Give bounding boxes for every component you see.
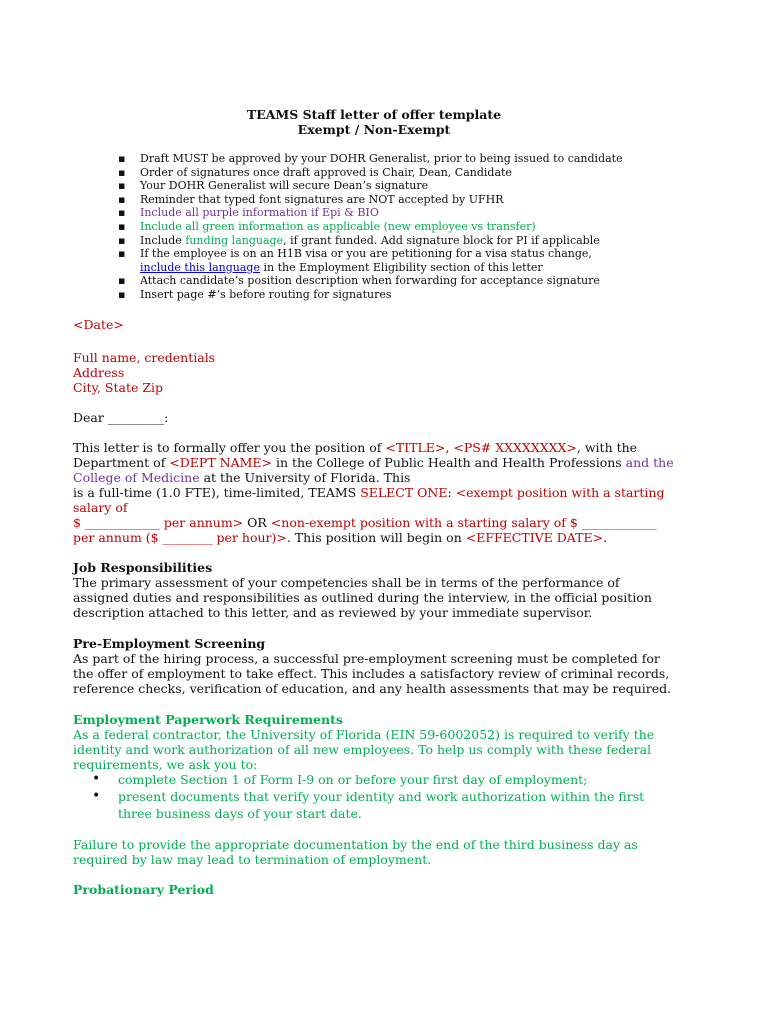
title-placeholder: <TITLE> — [385, 440, 446, 455]
paperwork-section — [73, 712, 713, 772]
section-heading: Employment Paperwork Requirements — [73, 712, 343, 727]
job-responsibilities-section — [73, 560, 713, 620]
offer-line — [73, 440, 698, 455]
instruction-item: ▪ Your DOHR Generalist will secure Dean’s signature — [118, 179, 718, 193]
pre-employment-section — [73, 636, 713, 696]
paragraph-line: Failure to provide the appropriate documentation by the end of the third business day as — [73, 837, 638, 852]
paragraph-line: The primary assessment of your competencies shall be in terms of the performance of — [73, 575, 620, 590]
salutation: Dear _________: — [73, 410, 169, 425]
paragraph-line: the offer of employment to take effect. This includes a satisfactory review of criminal records, — [73, 666, 670, 681]
paragraph-line: As part of the hiring process, a successful pre-employment screening must be completed for — [73, 651, 660, 666]
paperwork-item: • present documents that verify your identity and work authorization within the first three business days of your start date. — [92, 788, 652, 822]
recipient-address — [73, 350, 693, 395]
paperwork-item: • complete Section 1 of Form I-9 on or before your first day of employment; — [92, 771, 652, 788]
nonexempt-option: <non-exempt position with a starting salary of $ ____________ — [270, 515, 657, 530]
instruction-item-purple: ▪ Include all purple information if Epi & BIO — [118, 206, 718, 220]
section-heading: Job Responsibilities — [73, 560, 213, 575]
recipient-name: Full name, credentials — [73, 350, 216, 365]
paragraph-line: requirements, we ask you to: — [73, 757, 258, 772]
offer-line — [73, 485, 698, 500]
paragraph-line: required by law may lead to termination of employment. — [73, 852, 432, 867]
paragraph-line: As a federal contractor, the University of Florida (EIN 59-6002052) is required to verify the — [73, 727, 655, 742]
offer-line — [73, 530, 698, 545]
offer-line — [73, 470, 698, 485]
recipient-city: City, State Zip — [73, 380, 164, 395]
instruction-item: ▪ Draft MUST be approved by your DOHR Generalist, prior to being issued to candidate — [118, 152, 718, 166]
effective-date-placeholder: <EFFECTIVE DATE> — [465, 530, 604, 545]
text: ▪ If the employee is on an H1B visa or you are petitioning for a visa status change, — [140, 247, 592, 261]
paperwork-list — [92, 771, 652, 822]
section-heading: Pre-Employment Screening — [73, 636, 266, 651]
exempt-option: $ ____________ per annum> — [73, 515, 244, 530]
text: , — [445, 440, 454, 455]
paragraph-line: description attached to this letter, and as reviewed by your immediate supervisor. — [73, 605, 593, 620]
title-line-2: Exempt / Non-Exempt — [297, 122, 451, 137]
exempt-option: <exempt position with a starting — [455, 485, 665, 500]
failure-paragraph — [73, 837, 713, 867]
text: . This position will begin on — [286, 530, 466, 545]
paragraph-line: assigned duties and responsibilities as outlined during the interview, in the official position — [73, 590, 652, 605]
nonexempt-option: per annum ($ ________ per hour)> — [73, 530, 287, 545]
instruction-item: ▪ Reminder that typed font signatures are NOT accepted by UFHR — [118, 193, 718, 207]
instruction-item-funding — [118, 234, 718, 248]
purple-college-text: College of Medicine — [73, 470, 200, 485]
text: , with the — [576, 440, 638, 455]
text: This letter is to formally offer you the position of — [73, 440, 386, 455]
instruction-item: ▪ Insert page #’s before routing for signatures — [118, 288, 718, 302]
text: . — [603, 530, 608, 545]
instruction-item-green: ▪ Include all green information as applicable (new employee vs transfer) — [118, 220, 718, 234]
instruction-item-visa — [118, 247, 718, 274]
exempt-option: salary of — [73, 500, 128, 515]
recipient-street: Address — [73, 365, 125, 380]
text: , if grant funded. Add signature block for PI if applicable — [283, 233, 600, 247]
select-one-text: SELECT ONE — [360, 485, 448, 500]
offer-line — [73, 455, 698, 470]
instruction-list — [118, 152, 718, 302]
purple-college-text: and the — [625, 455, 674, 470]
text: Department of — [73, 455, 170, 470]
text: : — [447, 485, 456, 500]
date-placeholder: <Date> — [73, 317, 124, 332]
text: in the College of Public Health and Health Professions — [272, 455, 626, 470]
funding-language-text: funding language — [185, 233, 284, 247]
ps-placeholder: <PS# XXXXXXXX> — [453, 440, 577, 455]
text: is a full-time (1.0 FTE), time-limited, TEAMS — [73, 485, 361, 500]
text: in the Employment Eligibility section of this letter — [259, 260, 543, 274]
include-language-link[interactable]: include this language — [140, 260, 260, 274]
text: OR — [243, 515, 271, 530]
dept-placeholder: <DEPT NAME> — [169, 455, 273, 470]
offer-paragraph — [73, 440, 698, 545]
title-line-1: TEAMS Staff letter of offer template — [246, 107, 502, 122]
paragraph-line: identity and work authorization of all new employees. To help us comply with these federal — [73, 742, 652, 757]
instruction-item: ▪ Order of signatures once draft approved is Chair, Dean, Candidate — [118, 166, 718, 180]
probationary-heading: Probationary Period — [73, 882, 214, 897]
document-title — [0, 107, 748, 137]
instruction-item: ▪ Attach candidate’s position description when forwarding for acceptance signature — [118, 274, 718, 288]
text: at the University of Florida. This — [199, 470, 411, 485]
offer-line — [73, 515, 698, 530]
text: Include — [140, 233, 186, 247]
paragraph-line: reference checks, verification of education, and any health assessments that may be required. — [73, 681, 672, 696]
